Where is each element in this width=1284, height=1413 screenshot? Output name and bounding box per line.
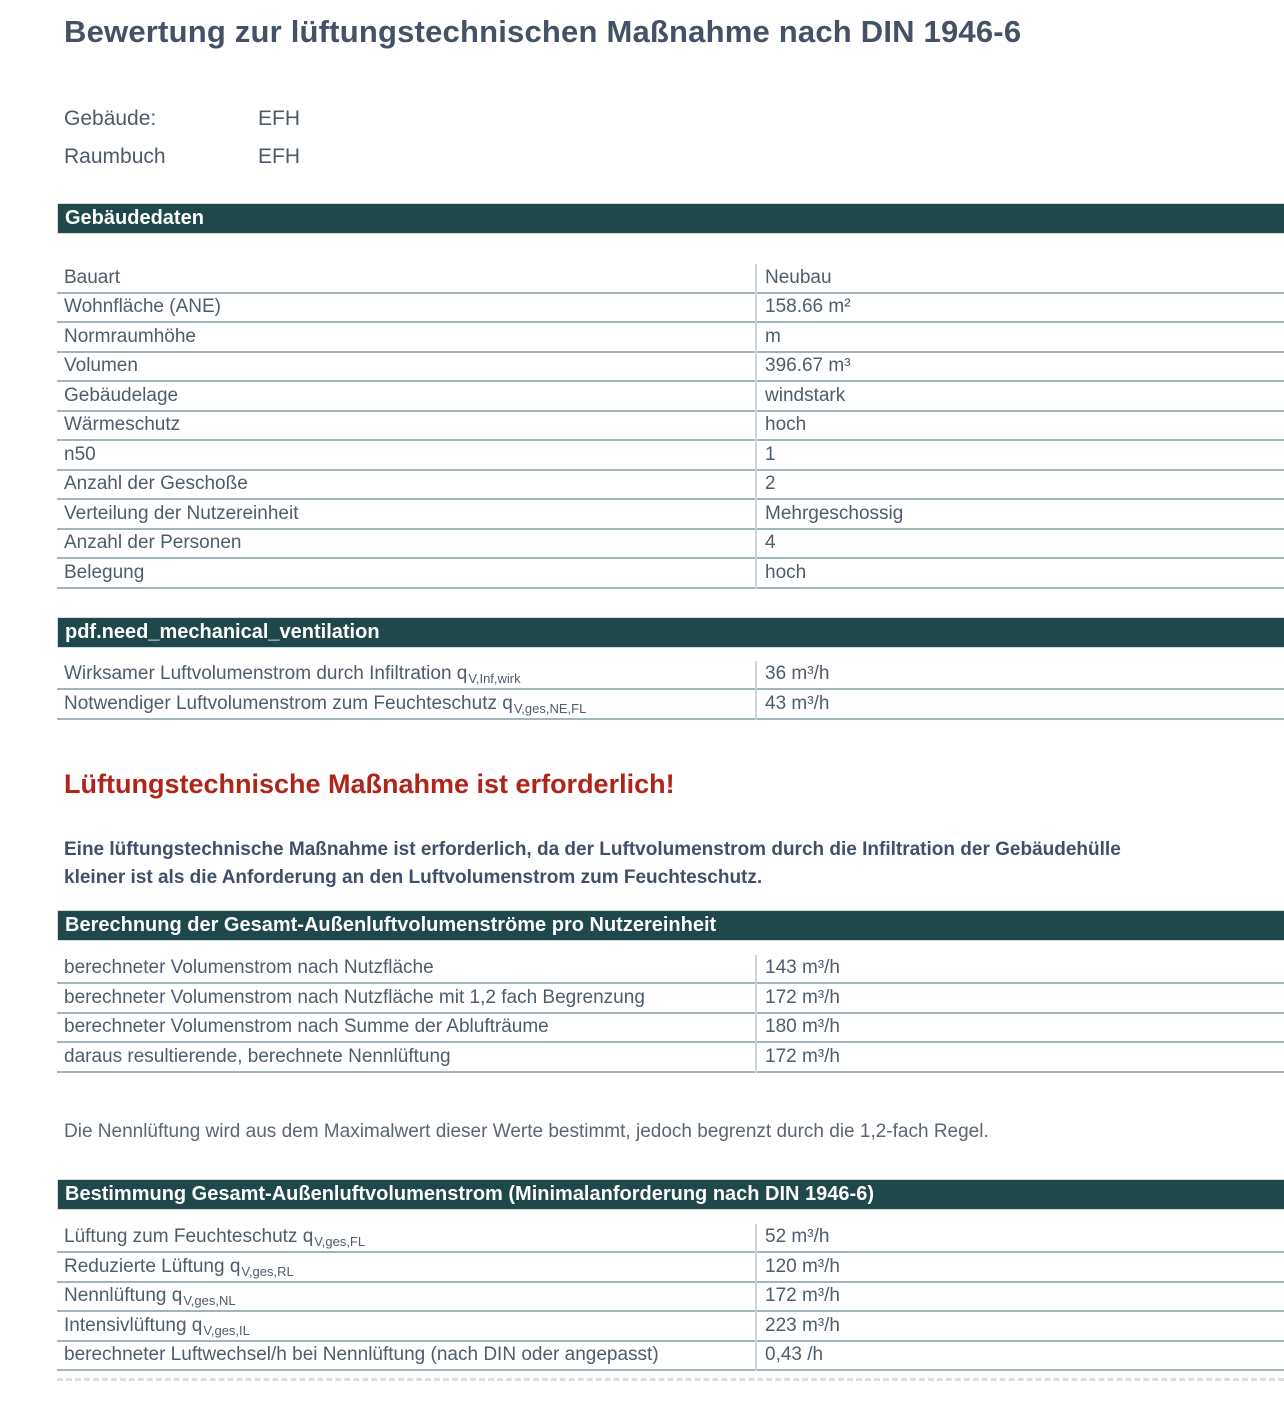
section-header-gebaeudedaten: Gebäudedaten [57, 203, 1284, 234]
table-row [57, 353, 1284, 383]
row-value: 43 m³/h [765, 692, 830, 714]
table-row [57, 382, 1284, 412]
row-value: 36 m³/h [765, 663, 830, 685]
report-page [0, 14, 1284, 1381]
row-label: daraus resultierende, berechnete Nennlüftung [64, 1045, 451, 1067]
table-row [57, 984, 1284, 1014]
row-label: Nennlüftung $q_{V,ges,NL}$ [64, 1285, 236, 1309]
row-label-subscript: V,ges,RL [241, 1263, 294, 1279]
row-value: 172 m³/h [765, 1045, 840, 1067]
row-label: Volumen [64, 355, 138, 377]
row-value: 223 m³/h [765, 1314, 840, 1336]
row-label: Verteilung der Nutzereinheit [64, 502, 299, 524]
meta-label-raumbuch: Raumbuch [64, 145, 166, 168]
meta-row-raumbuch [64, 138, 1284, 176]
row-value: 158.66 m² [765, 296, 851, 318]
row-value: Mehrgeschossig [765, 502, 904, 524]
row-label: berechneter Volumenstrom nach Nutzfläche mit 1,2 fach Begrenzung [64, 986, 645, 1008]
row-label: Anzahl der Personen [64, 532, 242, 554]
table-berechnung [57, 955, 1284, 1073]
row-label-subscript: V,ges,IL [203, 1322, 250, 1338]
section-header-need-mechanical-ventilation: pdf.need_mechanical_ventilation [57, 617, 1284, 648]
row-value: 172 m³/h [765, 1285, 840, 1307]
section-bestimmung [0, 1179, 1284, 1372]
section-need-mechanical-ventilation [0, 617, 1284, 720]
row-value: 2 [765, 473, 776, 495]
row-value: windstark [765, 384, 846, 406]
table-row [57, 1224, 1284, 1254]
table-row [57, 1312, 1284, 1342]
row-value: 143 m³/h [765, 957, 840, 979]
meta-value-raumbuch: EFH [258, 145, 300, 168]
meta-value-gebaeude: EFH [258, 107, 300, 130]
row-value: 4 [765, 532, 776, 554]
section-header-bestimmung: Bestimmung Gesamt-Außenluftvolumenstrom (Minimalanforderung nach DIN 1946-6) [57, 1179, 1284, 1210]
table-row [57, 412, 1284, 442]
row-label: Anzahl der Geschoße [64, 473, 248, 495]
row-value: 172 m³/h [765, 986, 840, 1008]
table-row [57, 530, 1284, 560]
table-row [57, 559, 1284, 589]
row-value: hoch [765, 561, 807, 583]
row-label: Bauart [64, 266, 120, 288]
row-label-subscript: V,ges,FL [314, 1234, 366, 1250]
section-berechnung [0, 910, 1284, 1073]
row-label-subscript: V,Inf,wirk [468, 671, 521, 687]
row-label: Intensivlüftung $q_{V,ges,IL}$ [64, 1314, 250, 1338]
row-label-subscript: V,ges,NL [183, 1293, 236, 1309]
row-value: 52 m³/h [765, 1226, 830, 1248]
row-label: Normraumhöhe [64, 325, 196, 347]
table-row [57, 955, 1284, 985]
row-label: Wohnfläche (ANE) [64, 296, 221, 318]
row-value: 1 [765, 443, 776, 465]
row-label: Notwendiger Luftvolumenstrom zum Feuchteschutz $q_{V,ges,NE,FL}$ [64, 692, 587, 716]
table-need-mechanical-ventilation [57, 661, 1284, 720]
meta-row-gebaeude [64, 100, 1284, 138]
meta-label-gebaeude: Gebäude: [64, 107, 157, 130]
table-row [57, 690, 1284, 720]
meta-block [64, 100, 1284, 176]
page-title: Bewertung zur lüftungstechnischen Maßnahme nach DIN 1946-6 [64, 14, 1022, 49]
row-label: Lüftung zum Feuchteschutz $q_{V,ges,FL}$ [64, 1226, 366, 1250]
table-row [57, 1014, 1284, 1044]
table-row [57, 1253, 1284, 1283]
table-row [57, 500, 1284, 530]
alert-text: Eine lüftungstechnische Maßnahme ist erforderlich, da der Luftvolumenstrom durch die Infiltration der Gebäudehülle kleiner ist als die Anforderung an den Luftvolumenstrom zum Feuchteschutz. [64, 838, 1121, 888]
row-label: berechneter Volumenstrom nach Nutzfläche [64, 957, 434, 979]
row-value: hoch [765, 414, 807, 436]
page-break-dashed-line [57, 1378, 1284, 1381]
table-row [57, 661, 1284, 691]
row-value: Neubau [765, 266, 832, 288]
table-row [57, 1342, 1284, 1372]
table-row [57, 441, 1284, 471]
row-label: n50 [64, 443, 96, 465]
row-label: Belegung [64, 561, 145, 583]
table-bestimmung [57, 1224, 1284, 1372]
row-label: Reduzierte Lüftung $q_{V,ges,RL}$ [64, 1255, 294, 1279]
row-value: 0,43 /h [765, 1344, 824, 1366]
row-label: berechneter Luftwechsel/h bei Nennlüftung (nach DIN oder angepasst) [64, 1344, 659, 1366]
section-gebaeudedaten [0, 203, 1284, 589]
row-label-subscript: V,ges,NE,FL [513, 700, 587, 716]
row-value: 180 m³/h [765, 1016, 840, 1038]
row-label: Wärmeschutz [64, 414, 181, 436]
section-header-berechnung: Berechnung der Gesamt-Außenluftvolumenströme pro Nutzereinheit [57, 910, 1284, 941]
row-value: m [765, 325, 781, 347]
table-row [57, 471, 1284, 501]
table-row [57, 264, 1284, 294]
row-label: Wirksamer Luftvolumenstrom durch Infiltration $q_{V,Inf,wirk}$ [64, 663, 521, 687]
row-value: 396.67 m³ [765, 355, 851, 377]
row-label: berechneter Volumenstrom nach Summe der Ablufträume [64, 1016, 549, 1038]
alert-heading: Lüftungstechnische Maßnahme ist erforderlich! [64, 768, 675, 799]
table-row [57, 323, 1284, 353]
table-row [57, 1043, 1284, 1073]
row-label: Gebäudelage [64, 384, 179, 406]
row-value: 120 m³/h [765, 1255, 840, 1277]
table-row [57, 294, 1284, 324]
table-row [57, 1283, 1284, 1313]
table-gebaeudedaten [57, 264, 1284, 589]
note-text: Die Nennlüftung wird aus dem Maximalwert dieser Werte bestimmt, jedoch begrenzt durch die 1,2-fach Regel. [64, 1120, 989, 1142]
